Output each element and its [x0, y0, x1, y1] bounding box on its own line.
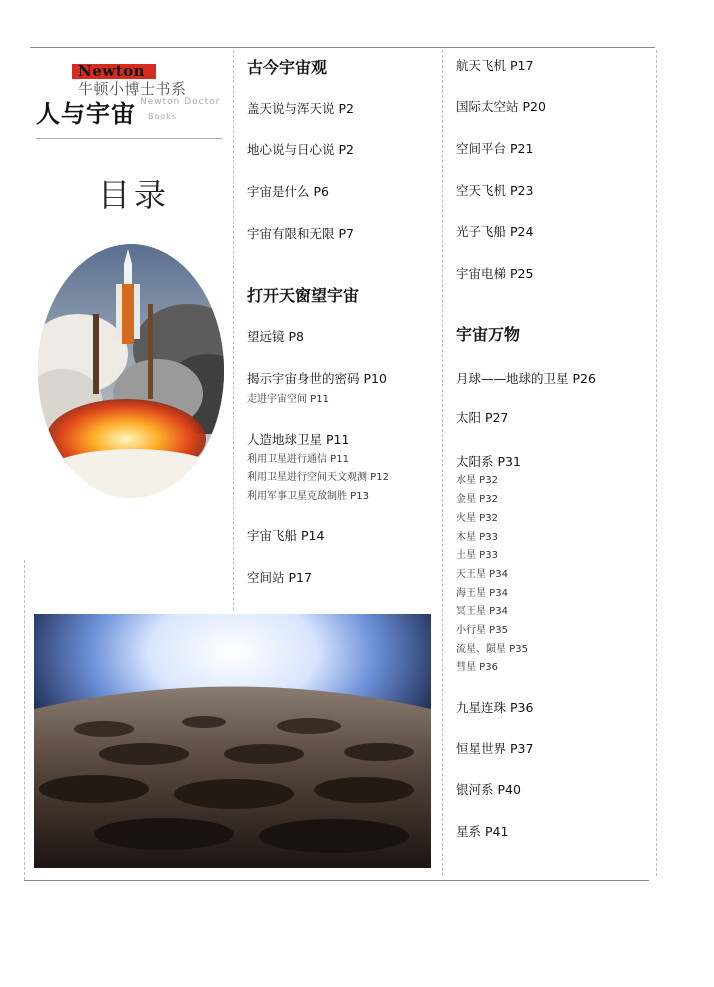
toc-entry[interactable]: 九星连珠 P36 — [456, 700, 534, 715]
toc-subentry[interactable]: 小行星 P35 — [456, 625, 508, 636]
moon-surface-photo — [34, 614, 431, 868]
toc-entry[interactable]: 月球——地球的卫星 P26 — [456, 371, 596, 386]
toc-entry[interactable]: 空间平台 P21 — [456, 141, 534, 156]
toc-entry[interactable]: 宇宙电梯 P25 — [456, 266, 534, 281]
toc-subentry[interactable]: 流星、陨星 P35 — [456, 644, 528, 655]
newton-logo: Newton — [78, 62, 146, 80]
toc-entry[interactable]: 银河系 P40 — [456, 782, 521, 797]
rocket-launch-photo — [38, 244, 224, 498]
toc-entry[interactable]: 宇宙是什么 P6 — [247, 184, 329, 199]
toc-entry[interactable]: 太阳 P27 — [456, 410, 509, 425]
toc-subentry[interactable]: 利用卫星进行通信 P11 — [247, 454, 349, 465]
toc-subentry[interactable]: 冥王星 P34 — [456, 606, 508, 617]
toc-entry[interactable]: 望远镜 P8 — [247, 329, 304, 344]
toc-subentry[interactable]: 利用军事卫星克敌制胜 P13 — [247, 491, 369, 502]
section-title-universe-objects: 宇宙万物 — [456, 325, 521, 344]
toc-entry[interactable]: 地心说与日心说 P2 — [247, 142, 354, 157]
toc-subentry[interactable]: 土星 P33 — [456, 550, 498, 561]
section-title-ancient-cosmology: 古今宇宙观 — [247, 58, 328, 77]
toc-entry[interactable]: 宇宙有限和无限 P7 — [247, 226, 354, 241]
toc-entry[interactable]: 星系 P41 — [456, 824, 509, 839]
column-divider-right — [656, 50, 657, 876]
toc-subentry[interactable]: 木星 P33 — [456, 532, 498, 543]
toc-subentry[interactable]: 海王星 P34 — [456, 588, 508, 599]
toc-entry[interactable]: 揭示宇宙身世的密码 P10 — [247, 371, 387, 386]
toc-entry[interactable]: 人造地球卫星 P11 — [247, 432, 350, 447]
toc-entry[interactable]: 航天飞机 P17 — [456, 58, 534, 73]
toc-subentry[interactable]: 走进宇宙空间 P11 — [247, 394, 329, 405]
toc-entry[interactable]: 太阳系 P31 — [456, 454, 521, 469]
toc-subentry[interactable]: 彗星 P36 — [456, 662, 498, 673]
series-name-en: Newton Doctor — [140, 97, 221, 107]
toc-subentry[interactable]: 水星 P32 — [456, 475, 498, 486]
book-title: 人与宇宙 — [36, 99, 136, 128]
toc-entry[interactable]: 盖天说与浑天说 P2 — [247, 101, 354, 116]
toc-subentry[interactable]: 火星 P32 — [456, 513, 498, 524]
toc-subentry[interactable]: 金星 P32 — [456, 494, 498, 505]
top-rule — [30, 47, 655, 48]
column-divider-middle — [442, 50, 443, 876]
toc-entry[interactable]: 恒星世界 P37 — [456, 741, 534, 756]
series-name-en-books: Books — [148, 112, 178, 121]
toc-entry[interactable]: 空天飞机 P23 — [456, 183, 534, 198]
section-title-open-window: 打开天窗望宇宙 — [247, 286, 360, 305]
logo-rule — [36, 138, 222, 139]
toc-subentry[interactable]: 天王星 P34 — [456, 569, 508, 580]
series-name: 牛顿小博士书系 — [78, 80, 187, 98]
toc-entry[interactable]: 光子飞船 P24 — [456, 224, 534, 239]
toc-subentry[interactable]: 利用卫星进行空间天文观测 P12 — [247, 472, 389, 483]
column-divider-left — [233, 50, 234, 610]
left-edge-line — [24, 560, 25, 880]
toc-heading: 目录 — [98, 176, 171, 214]
toc-entry[interactable]: 宇宙飞船 P14 — [247, 528, 325, 543]
bottom-rule — [24, 880, 649, 881]
toc-entry[interactable]: 国际太空站 P20 — [456, 99, 546, 114]
toc-entry[interactable]: 空间站 P17 — [247, 570, 312, 585]
